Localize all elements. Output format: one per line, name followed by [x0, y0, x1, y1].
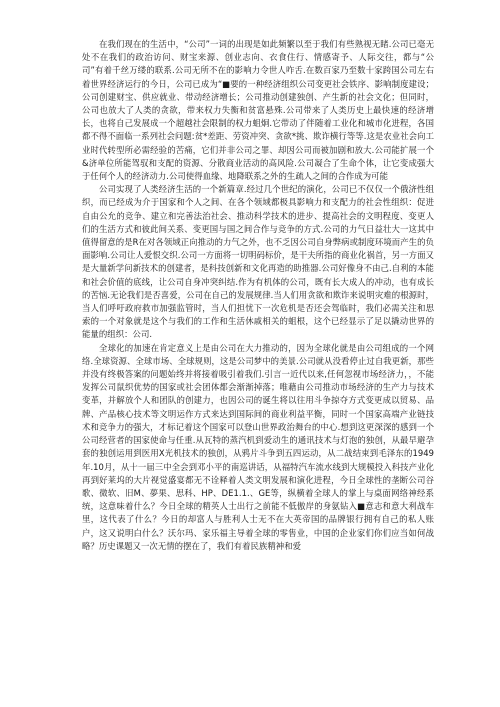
paragraph-1: 在我们现在的生活中，“公司”一词的出现是如此频繁以至于我们有些熟视无睹.公司已毫无处不在我们的政治访问、财宝来源、创业志向、衣食住行、情感寄予、人际交往，都与“公司”有着千丝万缕的联系.公司无所不在的影响力令世人咋舌.在数百家乃至数十家跨国公司左右着世界经济运行的今日，公司已成为“■要的一种经济组织公司变更社会铁序、影响制度建设；公司创建财宝、供应就业、带动经济增长；公司推动创建独创、产生新的社会文化；但同时，公司也放大了人类的贪欲，带来权力失衡和贫富悬殊.公司带来了人类历史上最快速的经济增长，也将自己发展成一个超越社会限制的权力蛆炯.它带动了伴随着工业化和城市化进程，各国都不得不面临一系列社会问题:贫*差距、劳资冲突、贪欲*挑、欺诈横行等等.这是农业社会向工业时代转型所必需经验的苦痛，它们并非公司之罪、却因公司而被加剧和放大.公司能扩展一个&济单位所能驾驭和支配的资源、分散商业活动的高风险.公司凝合了生命个体，让它变成强大于任何个人的经济动力.公司使得血缘、地降联系之外的生疏人之间的合作成为可能 — [82, 39, 434, 182]
paragraph-2: 公司实现了人类经济生活的一个新篇章.经过几个世纪的演化，公司已不仅仅一个俄济性组织，而已经成为介于国家和个人之间、在各个领域都极具影响力和支配力的社会性组织：促进自由公允的竞争、建立和完善法治社会、推动科学技术的进步、提高社会的文明程度、变更人们的生活方式和彼此间关系、变更国与国之间合作与竞争的方式.公司的力气日益壮大一这其中值得留意的是R在对各领域正向推动的力气之外，也不乏因公司自身弊病或制度环境而产生的负面影响.公司让人爱恨交织.公司一方面将一切明码标价，是干夫所指的商业化祸首，另一方面又是大量新学问新技术的创建者，是科技创新和文化再造的助推器.公司好像身不由己.自利的本能和社会价值的底线，让公司自身冲突纠结.作为有机体的公司，既有长大成人的冲动，也有成长的苦恼.无论我们是否喜爱，公司在自己的发展规律.当人们用贪欲和欺诈来说明灾难的根源时，当人们呼吁政府救市加强监管时，当人们担忧下一次危机是否还会驾临时，我们必需关注和思索的一个对象就是这个与我们的工作和生活休戚相关的蛆根，这个已经显示了足以撬动世界的能量的组织：公司. — [82, 184, 434, 340]
document-page — [82, 0, 434, 707]
paragraph-3: 全球化的加速在肯定意义上是由公司在大力推动的，因为全球化就是由公司组成的一个网络.全球资源、全球市场、全球规则，这是公司梦中的美景.公司就从没看停止过自我更新，那些并没有终极答案的问题始终并将接着吸引着我们.引言一近代以来,任何忽视市场经济力，，不能发挥公司鼠织优势的国家或社会团体都会渐渐掉落；唯藉由公司推动市场经济的生产力与技术变革，并解放个人和团队的创建力，也因公司的诞生将以往用斗争掠夺方式变更成以贸易、品牌、产品核心技术等文明运作方式来达到国际间的商业利益平衡，同时一个国家高端产业链技术和竞争力的强大，才标记着这个国家可以登山世界政治舞台的中心.想到这更深深的感到一个公司经营者的国家使命与任重.从瓦特的蒸汽机到爱动生的通讯技术与灯泡的独创，从最早避孕套的独创运用到医用X光机技术的独创，从鸦片斗争到五四运动，从二战结束到毛泽东的1949年.10月，从十一届三中全会到邓小平的南巡讲话，从福特汽车流水线到大规模投入科技产业化再到好莱坞的大片视觉盛宴都无不诠释着人类文明发展和演化进程，今日全球性的垄断公司谷歌、微软、旧M、夢果、思科、HP、DE1.1.、GE等，纵横着全球人的掌上与桌面网络神经系统，这意味着什么？今日全球的精英人士出行之前能不低傲岸的身氨钻入■意志和意大利战车里，这代表了什么？今日的却富人与胜利人士无不在大英帝国的品牌银行拥有自己的私人账户，这又说明白什么？沃尔玛、家乐福主导着全球的零售业，中国的企业家们你们应当如何战略？历史课题又一次无情的摆在了，我们有着民族精神和爱 — [82, 342, 434, 551]
